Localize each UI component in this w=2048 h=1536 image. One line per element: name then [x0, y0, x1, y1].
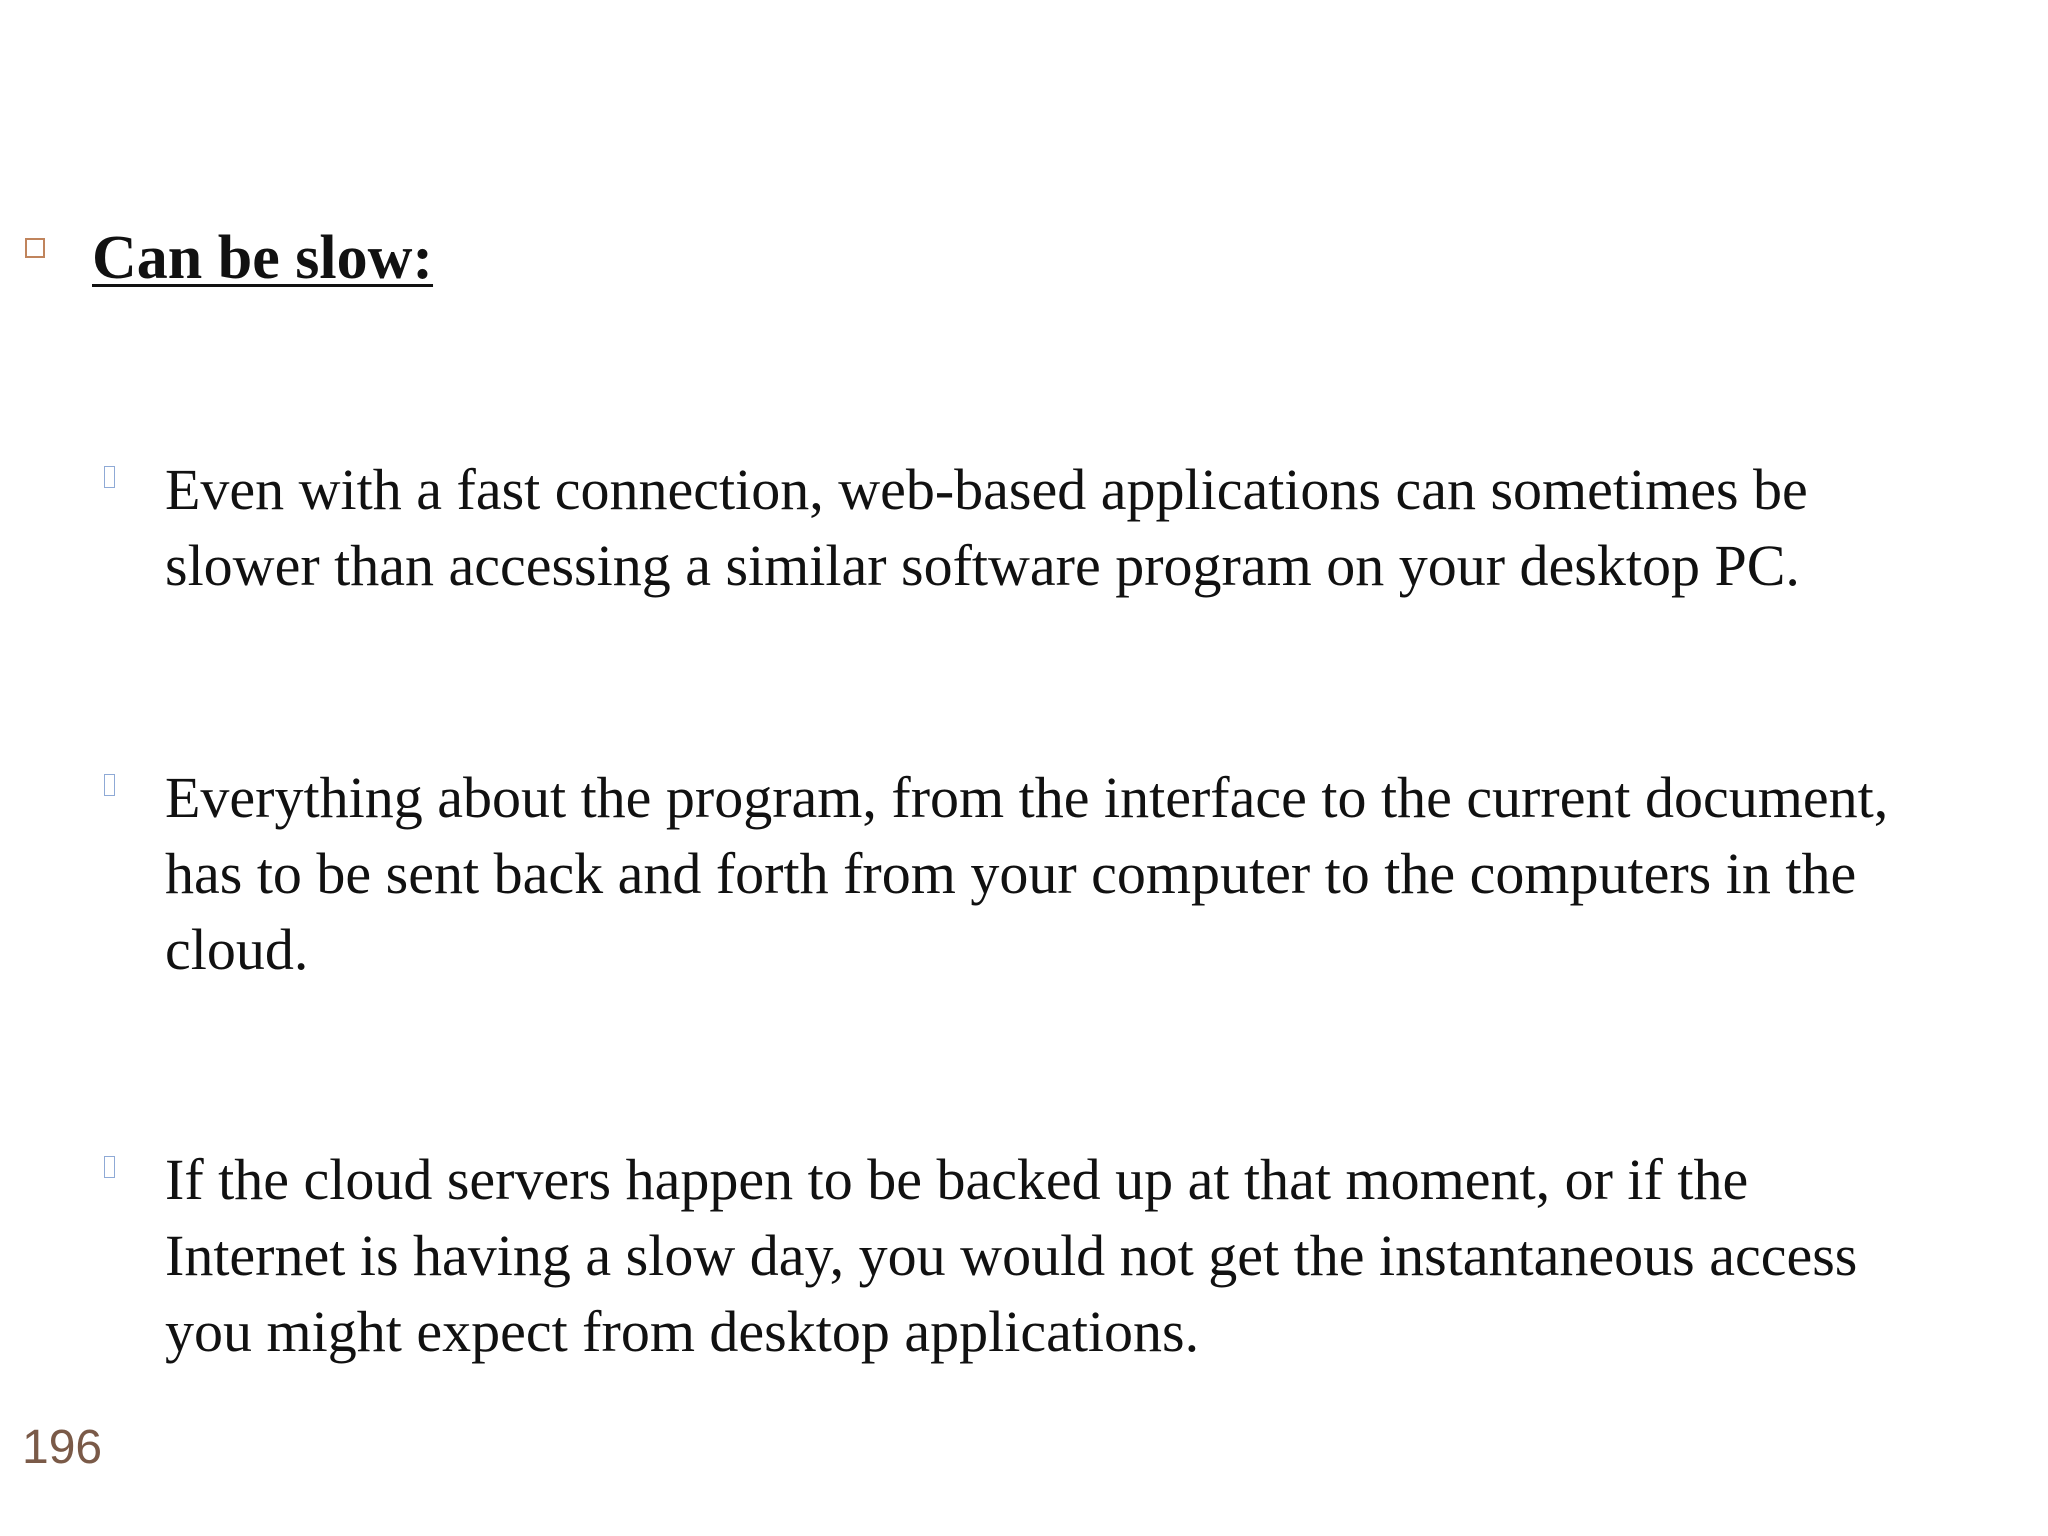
bullet-point-text — [165, 760, 2045, 988]
bullet-point-line: slower than accessing a similar software program on your desktop PC. — [165, 533, 1800, 598]
bullet-point-line: Everything about the program, from the interface to the current document, — [165, 765, 1889, 830]
hollow-rectangle-bullet-icon — [104, 1156, 115, 1178]
heading-row — [0, 218, 2048, 298]
bullet-point-text — [165, 452, 2045, 604]
bullet-point-text — [165, 1142, 2045, 1370]
bullet-point-line: If the cloud servers happen to be backed up at that moment, or if the — [165, 1147, 1749, 1212]
hollow-rectangle-bullet-icon — [104, 774, 115, 796]
bullet-point-line: has to be sent back and forth from your computer to the computers in the — [165, 841, 1857, 906]
bullet-point-line: Internet is having a slow day, you would not get the instantaneous access — [165, 1223, 1858, 1288]
slide-heading: Can be slow: — [92, 224, 434, 292]
hollow-rectangle-bullet-icon — [104, 466, 115, 488]
hollow-square-bullet-icon — [25, 238, 45, 258]
bullet-point-line: cloud. — [165, 917, 309, 982]
bullet-point-line: you might expect from desktop applications. — [165, 1299, 1200, 1364]
page-number: 196 — [22, 1421, 103, 1474]
bullet-point-line: Even with a fast connection, web-based applications can sometimes be — [165, 457, 1808, 522]
